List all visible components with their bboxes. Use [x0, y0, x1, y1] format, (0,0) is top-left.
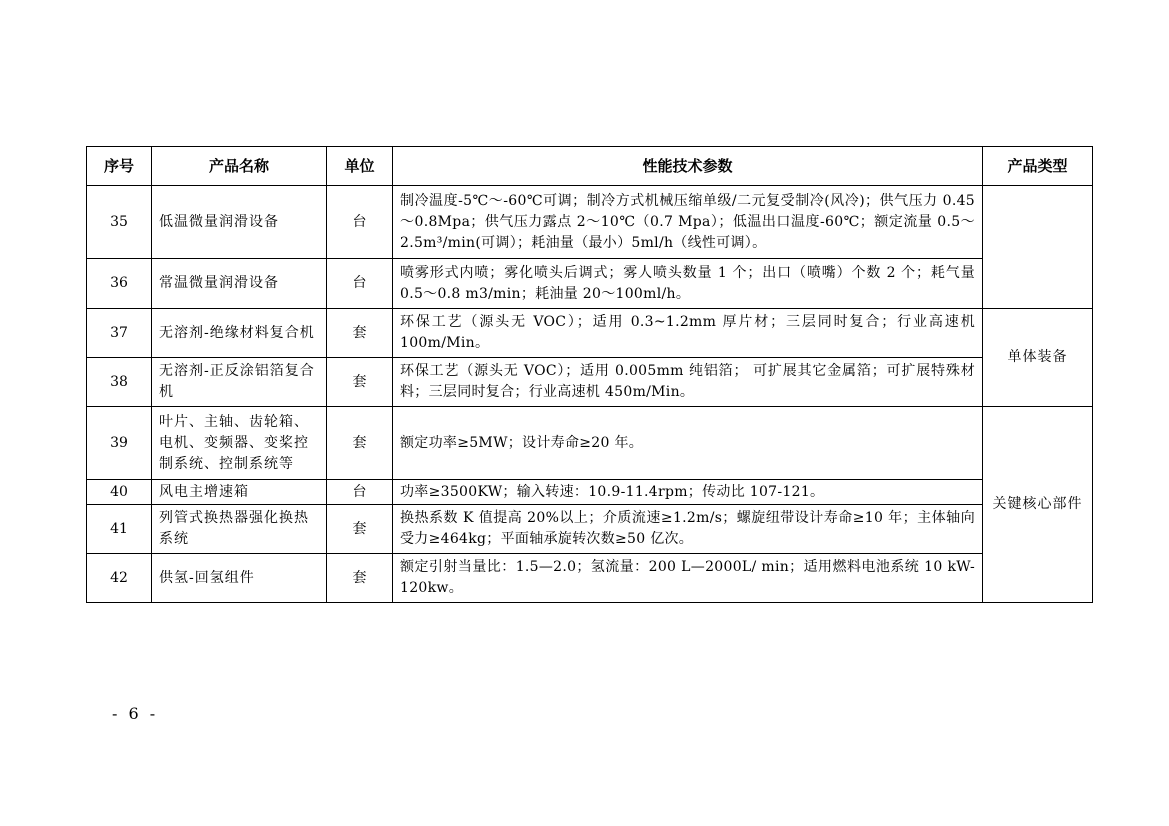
table-row — [87, 505, 1093, 554]
table-header-row — [87, 147, 1093, 186]
unit-cell: 台 — [327, 480, 393, 505]
table-row — [87, 186, 1093, 259]
product-name: 无溶剂-绝缘材料复合机 — [152, 309, 327, 358]
unit-cell: 套 — [327, 358, 393, 407]
header-unit: 单位 — [327, 147, 393, 186]
unit-cell: 套 — [327, 309, 393, 358]
row-number: 39 — [87, 407, 152, 480]
row-number: 41 — [87, 505, 152, 554]
product-name: 风电主增速箱 — [152, 480, 327, 505]
row-number: 37 — [87, 309, 152, 358]
product-name: 常温微量润滑设备 — [152, 259, 327, 309]
product-type-cell: 关键核心部件 — [983, 407, 1093, 603]
table-row — [87, 358, 1093, 407]
row-number: 36 — [87, 259, 152, 309]
product-name: 无溶剂-正反涂铝箔复合机 — [152, 358, 327, 407]
unit-cell: 台 — [327, 259, 393, 309]
table-row — [87, 259, 1093, 309]
row-number: 38 — [87, 358, 152, 407]
product-name: 低温微量润滑设备 — [152, 186, 327, 259]
product-type-cell: 单体装备 — [983, 309, 1093, 407]
unit-cell: 套 — [327, 407, 393, 480]
performance-cell: 制冷温度-5℃～-60℃可调；制冷方式机械压缩单级/二元复受制冷(风冷)；供气压力 0.45～0.8Mpa；供气压力露点 2～10℃（0.7 Mpa）；低温出口温度-60℃；额定流量 0.5～2.5m³/min(可调）；耗油量（最小）5ml/h（线性可调）。 — [393, 186, 983, 259]
product-name: 叶片、主轴、齿轮箱、电机、变频器、变桨控制系统、控制系统等 — [152, 407, 327, 480]
table-row — [87, 309, 1093, 358]
performance-cell: 额定功率≥5MW；设计寿命≥20 年。 — [393, 407, 983, 480]
performance-cell: 换热系数 K 值提高 20%以上；介质流速≥1.2m/s；螺旋纽带设计寿命≥10 年；主体轴向受力≥464kg；平面轴承旋转次数≥50 亿次。 — [393, 505, 983, 554]
performance-cell: 环保工艺（源头无 VOC）；适用 0.3~1.2mm 厚片材；三层同时复合；行业高速机 100m/Min。 — [393, 309, 983, 358]
row-number: 40 — [87, 480, 152, 505]
product-type-cell — [983, 186, 1093, 309]
performance-cell: 功率≥3500KW；输入转速：10.9-11.4rpm；传动比 107-121。 — [393, 480, 983, 505]
table-row — [87, 407, 1093, 480]
unit-cell: 套 — [327, 554, 393, 603]
header-product-type: 产品类型 — [983, 147, 1093, 186]
unit-cell: 台 — [327, 186, 393, 259]
performance-cell: 环保工艺（源头无 VOC）；适用 0.005mm 纯铝箔； 可扩展其它金属箔；可扩展特殊材料；三层同时复合；行业高速机 450m/Min。 — [393, 358, 983, 407]
performance-cell: 喷雾形式内喷；雾化喷头后调式；雾人喷头数量 1 个；出口（喷嘴）个数 2 个；耗气量 0.5～0.8 m3/min；耗油量 20～100ml/h。 — [393, 259, 983, 309]
table-row — [87, 554, 1093, 603]
page-number: - 6 - — [112, 704, 159, 723]
product-name: 列管式换热器强化换热系统 — [152, 505, 327, 554]
product-name: 供氢-回氢组件 — [152, 554, 327, 603]
header-product-name: 产品名称 — [152, 147, 327, 186]
header-seq: 序号 — [87, 147, 152, 186]
row-number: 35 — [87, 186, 152, 259]
row-number: 42 — [87, 554, 152, 603]
header-performance: 性能技术参数 — [393, 147, 983, 186]
performance-cell: 额定引射当量比：1.5—2.0；氢流量：200 L—2000L/ min；适用燃料电池系统 10 kW-120kw。 — [393, 554, 983, 603]
table-row — [87, 480, 1093, 505]
unit-cell: 套 — [327, 505, 393, 554]
product-spec-table — [86, 146, 1093, 603]
